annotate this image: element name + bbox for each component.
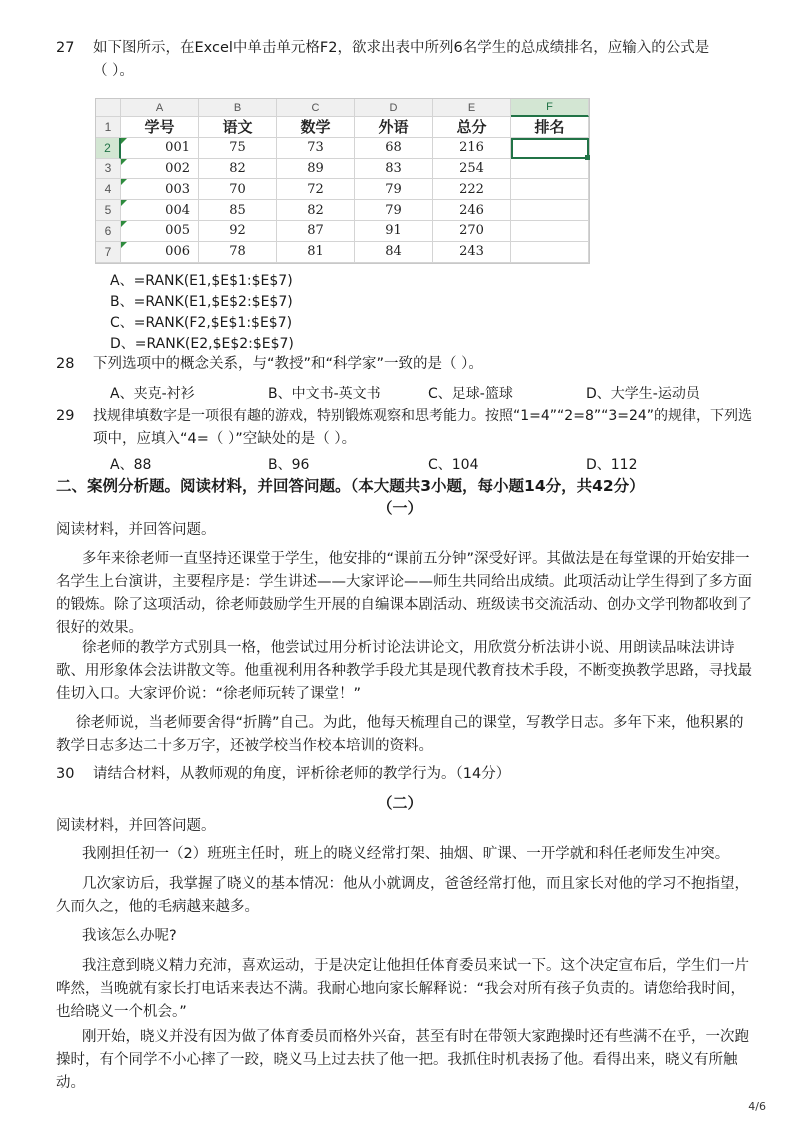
data-cell[interactable]: 82 [277,200,355,221]
data-cell[interactable]: 92 [199,221,277,242]
data-cell[interactable]: 004 [121,200,199,221]
part1-paragraph-3: 徐老师说，当老师要舍得“折腾”自己。为此，他每天梳理自己的课堂，写教学日志。多年下来，他积累的教学日志多达二十多万字，还被学校当作校本培训的资料。 [56,715,744,754]
excel-spreadsheet [95,98,590,264]
part2-intro: 阅读材料，并回答问题。 [56,818,216,834]
header-cell[interactable]: 排名 [511,117,589,138]
data-cell[interactable]: 222 [433,179,511,200]
part1-paragraph-2: 徐老师的教学方式别具一格，他尝试过用分析讨论法讲论文，用欣赏分析法讲小说、用朗读品味法讲诗歌、用形象体会法讲散文等。他重视利用各种教学手段尤其是现代教育技术手段，不断变换教学思路，寻找最佳切入口。大家评价说：“徐老师玩转了课堂！” [56,640,752,702]
row-header-7[interactable]: 7 [96,242,121,263]
q28-option-c[interactable]: C、足球-篮球 [428,386,513,402]
text-number-indicator-icon [121,221,127,227]
part1-intro: 阅读材料，并回答问题。 [56,522,216,538]
column-header-d[interactable]: D [355,99,433,117]
q29-option-b[interactable]: B、96 [268,457,310,473]
q27-text-line2: （ ）。 [93,63,134,79]
row-header-1[interactable]: 1 [96,117,121,138]
header-cell[interactable]: 数学 [277,117,355,138]
q28-text: 下列选项中的概念关系，与“教授”和“科学家”一致的是（ ）。 [93,356,483,372]
q28-option-d[interactable]: D、大学生-运动员 [586,386,700,402]
data-cell[interactable] [511,200,589,221]
data-cell[interactable]: 68 [355,138,433,159]
fill-handle[interactable] [585,155,590,160]
page-number: 4/6 [748,1100,766,1113]
data-cell[interactable]: 003 [121,179,199,200]
data-cell[interactable]: 91 [355,221,433,242]
data-cell[interactable] [511,242,589,263]
part2-paragraph-2: 几次家访后，我掌握了晓义的基本情况：他从小就调皮，爸爸经常打他，而且家长对他的学习不抱指望，久而久之，他的毛病越来越多。 [56,876,749,915]
column-header-c[interactable]: C [277,99,355,117]
header-cell[interactable]: 总分 [433,117,511,138]
row-header-5[interactable]: 5 [96,200,121,221]
q27-text-line1: 如下图所示，在Excel中单击单元格F2，欲求出表中所列6名学生的总成绩排名，应输入的公式是 [93,40,710,56]
data-cell[interactable]: 79 [355,200,433,221]
data-cell[interactable]: 72 [277,179,355,200]
data-cell[interactable]: 246 [433,200,511,221]
q27-option-c[interactable]: C、=RANK(F2,$E$1:$E$7) [110,315,293,331]
column-header-f[interactable]: F [511,99,589,117]
data-cell[interactable]: 216 [433,138,511,159]
text-number-indicator-icon [121,138,127,144]
q27-option-d[interactable]: D、=RANK(E2,$E$2:$E$7) [110,336,294,352]
q29-text-line1: 找规律填数字是一项很有趣的游戏，特别锻炼观察和思考能力。按照“1=4”“2=8”“3=24”的规律，下列选 [93,408,753,424]
data-cell[interactable]: 81 [277,242,355,263]
data-cell[interactable]: 73 [277,138,355,159]
column-header-b[interactable]: B [199,99,277,117]
data-cell[interactable] [511,221,589,242]
text-number-indicator-icon [121,179,127,185]
data-cell[interactable]: 89 [277,159,355,180]
q28-number: 28 [56,356,75,372]
row-header-2[interactable]: 2 [96,138,121,159]
data-cell[interactable] [511,179,589,200]
header-cell[interactable]: 学号 [121,117,199,138]
active-cell-f2[interactable] [511,138,589,159]
header-cell[interactable]: 语文 [199,117,277,138]
data-cell[interactable]: 83 [355,159,433,180]
text-number-indicator-icon [121,242,127,248]
part2-paragraph-3: 我该怎么办呢? [82,928,177,944]
row-header-4[interactable]: 4 [96,179,121,200]
data-cell[interactable]: 75 [199,138,277,159]
q27-option-a[interactable]: A、=RANK(E1,$E$1:$E$7) [110,273,293,289]
q29-option-c[interactable]: C、104 [428,457,479,473]
q28-option-b[interactable]: B、中文书-英文书 [268,386,381,402]
data-cell[interactable]: 70 [199,179,277,200]
q28-option-a[interactable]: A、夹克-衬衫 [110,386,195,402]
part1-paragraph-1: 多年来徐老师一直坚持还课堂于学生，他安排的“课前五分钟”深受好评。其做法是在每堂课的开始安排一名学生上台演讲，主要程序是：学生讲述——大家评论——师生共同给出成绩。此项活动让学生得到了多方面的锻炼。除了这项活动，徐老师鼓励学生开展的自编课本剧活动、班级读书交流活动、创办文学刊物都收到了很好的效果。 [56,551,752,636]
part1-heading: （一） [377,499,423,517]
part2-paragraph-1: 我刚担任初一（2）班班主任时，班上的晓义经常打架、抽烟、旷课、一开学就和科任老师发生冲突。 [82,846,730,862]
data-cell[interactable]: 002 [121,159,199,180]
q29-option-a[interactable]: A、88 [110,457,152,473]
data-cell[interactable]: 79 [355,179,433,200]
part2-paragraph-5: 刚开始，晓义并没有因为做了体育委员而格外兴奋，甚至有时在带领大家跑操时还有些满不在乎，一次跑操时，有个同学不小心摔了一跤，晓义马上过去扶了他一把。我抓住时机表扬了他。看得出来，晓义有所触动。 [56,1029,749,1091]
q29-option-d[interactable]: D、112 [586,457,638,473]
row-header-6[interactable]: 6 [96,221,121,242]
data-cell[interactable]: 87 [277,221,355,242]
text-number-indicator-icon [121,200,127,206]
data-cell[interactable] [511,159,589,180]
q27-option-b[interactable]: B、=RANK(E1,$E$2:$E$7) [110,294,293,310]
data-cell[interactable]: 254 [433,159,511,180]
q29-text-line2: 项中，应填入“4=（ ）”空缺处的是（ ）。 [93,431,357,447]
part2-heading: （二） [377,794,423,812]
text-number-indicator-icon [121,159,127,165]
header-cell[interactable]: 外语 [355,117,433,138]
q29-number: 29 [56,408,75,424]
data-cell[interactable]: 84 [355,242,433,263]
column-header-a[interactable]: A [121,99,199,117]
sheet-corner[interactable] [96,99,121,117]
data-cell[interactable]: 82 [199,159,277,180]
q30-number: 30 [56,766,75,782]
q27-number: 27 [56,40,75,56]
part2-paragraph-4: 我注意到晓义精力充沛，喜欢运动，于是决定让他担任体育委员来试一下。这个决定宣布后，学生们一片哗然，当晚就有家长打电话来表达不满。我耐心地向家长解释说：“我会对所有孩子负责的。请您给我时间，也给晓义一个机会。” [56,958,749,1020]
data-cell[interactable]: 001 [121,138,199,159]
data-cell[interactable]: 270 [433,221,511,242]
data-cell[interactable]: 006 [121,242,199,263]
row-header-3[interactable]: 3 [96,159,121,180]
data-cell[interactable]: 78 [199,242,277,263]
data-cell[interactable]: 243 [433,242,511,263]
data-cell[interactable]: 005 [121,221,199,242]
q30-text: 请结合材料，从教师观的角度，评析徐老师的教学行为。（14分） [93,766,511,782]
column-header-e[interactable]: E [433,99,511,117]
data-cell[interactable]: 85 [199,200,277,221]
section2-title: 二、案例分析题。阅读材料，并回答问题。（本大题共3小题，每小题14分，共42分） [56,477,645,495]
